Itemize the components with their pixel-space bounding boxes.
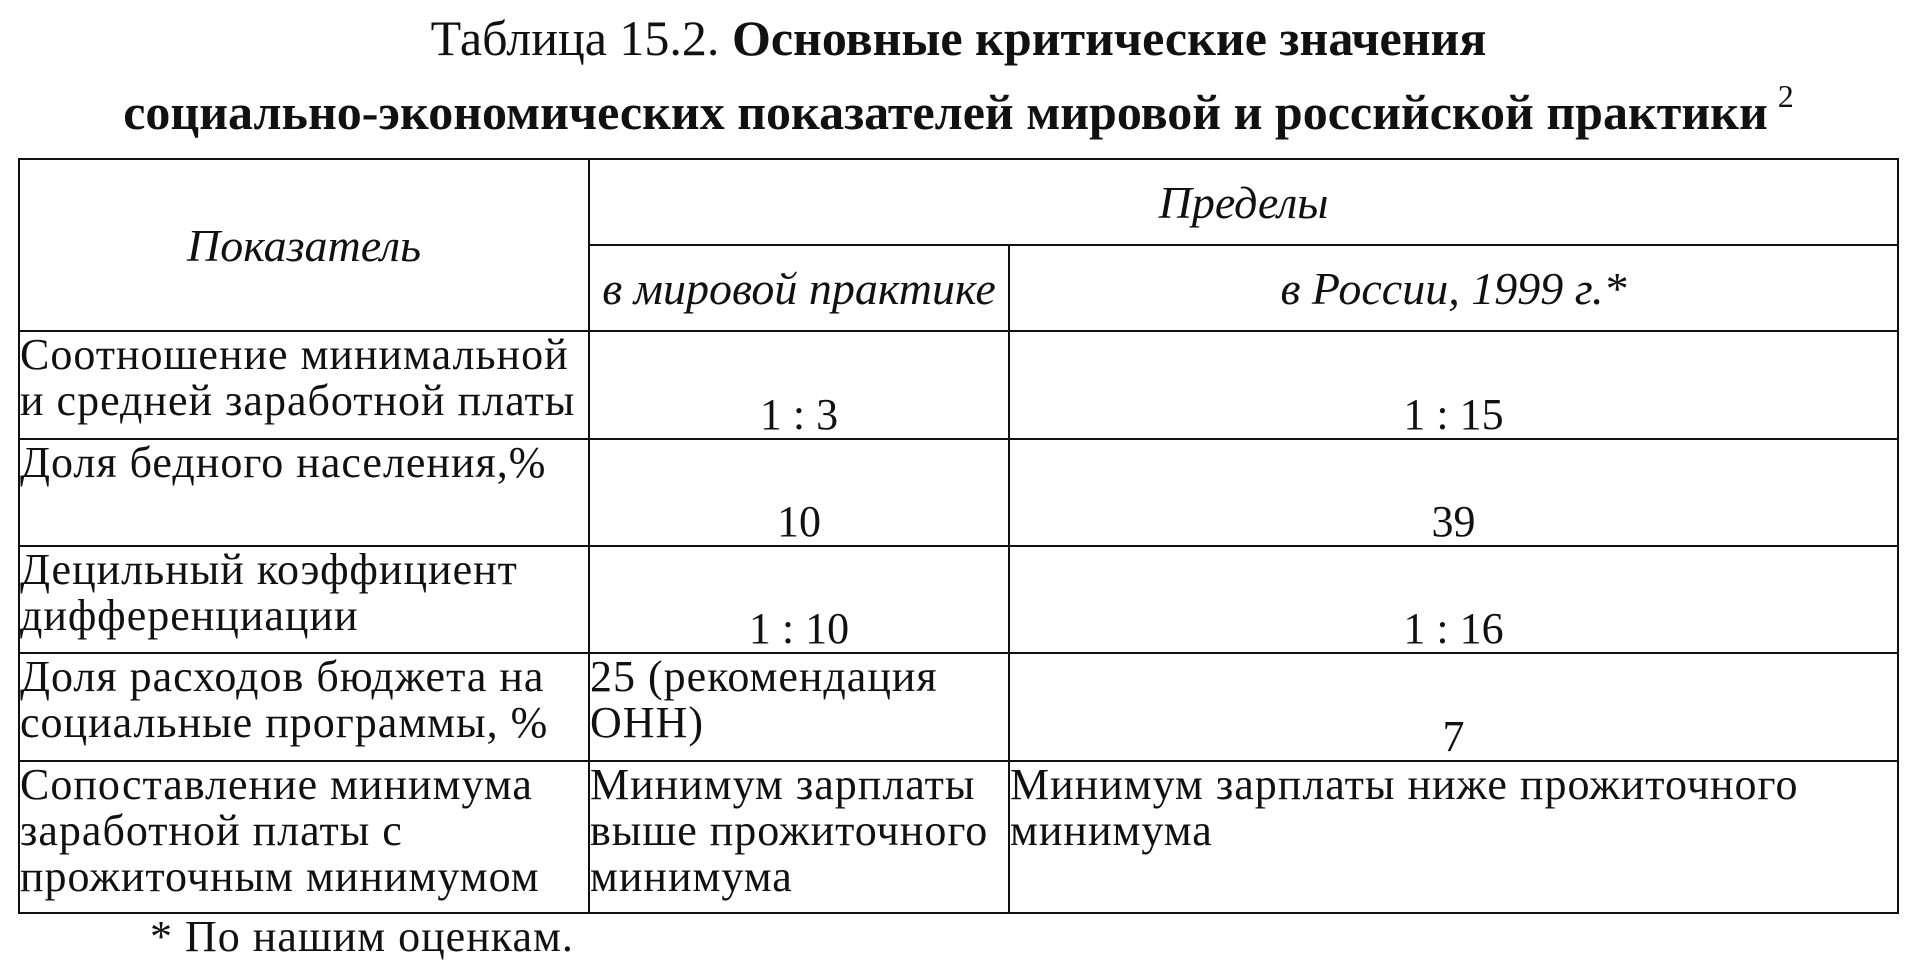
world-value-cell: Минимум зарплаты выше прожиточного минимума	[589, 761, 1009, 913]
russia-value-cell: Минимум зарплаты ниже прожиточного минимума	[1009, 761, 1898, 913]
world-value-cell: 1 : 10	[589, 546, 1009, 653]
indicators-table	[18, 158, 1899, 914]
indicator-cell: Соотношение минимальной и средней заработной платы	[19, 331, 589, 438]
table-row	[19, 761, 1898, 913]
world-value-cell: 10	[589, 439, 1009, 546]
footnote-reference: 2	[1777, 78, 1794, 114]
world-value-cell: 1 : 3	[589, 331, 1009, 438]
russia-value-cell: 7	[1009, 653, 1898, 760]
table-title-line-1	[0, 8, 1917, 68]
table-row	[19, 439, 1898, 546]
table-title-line-2	[0, 66, 1917, 142]
table-number: Таблица 15.2.	[430, 10, 720, 66]
table-title-part-2: социально-экономических показателей мировой и российской практики	[123, 84, 1768, 140]
table-row	[19, 653, 1898, 760]
header-world-practice: в мировой практике	[589, 245, 1009, 331]
footnote: * По нашим оценкам.	[150, 912, 574, 961]
indicator-cell: Доля расходов бюджета на социальные программы, %	[19, 653, 589, 760]
russia-value-cell: 39	[1009, 439, 1898, 546]
header-row-1	[19, 159, 1898, 245]
indicator-cell: Сопоставление минимума заработной платы с прожиточным минимумом	[19, 761, 589, 913]
russia-value-cell: 1 : 16	[1009, 546, 1898, 653]
table-title-part-1: Основные критические значения	[731, 10, 1487, 66]
header-indicator: Показатель	[19, 159, 589, 331]
indicator-cell: Доля бедного населения,%	[19, 439, 589, 546]
header-russia-1999: в России, 1999 г.*	[1009, 245, 1898, 331]
table-row	[19, 546, 1898, 653]
table-row	[19, 331, 1898, 438]
world-value-cell: 25 (рекомендация ОНН)	[589, 653, 1009, 760]
indicator-cell: Децильный коэффициент дифференциации	[19, 546, 589, 653]
russia-value-cell: 1 : 15	[1009, 331, 1898, 438]
header-limits: Пределы	[589, 159, 1898, 245]
